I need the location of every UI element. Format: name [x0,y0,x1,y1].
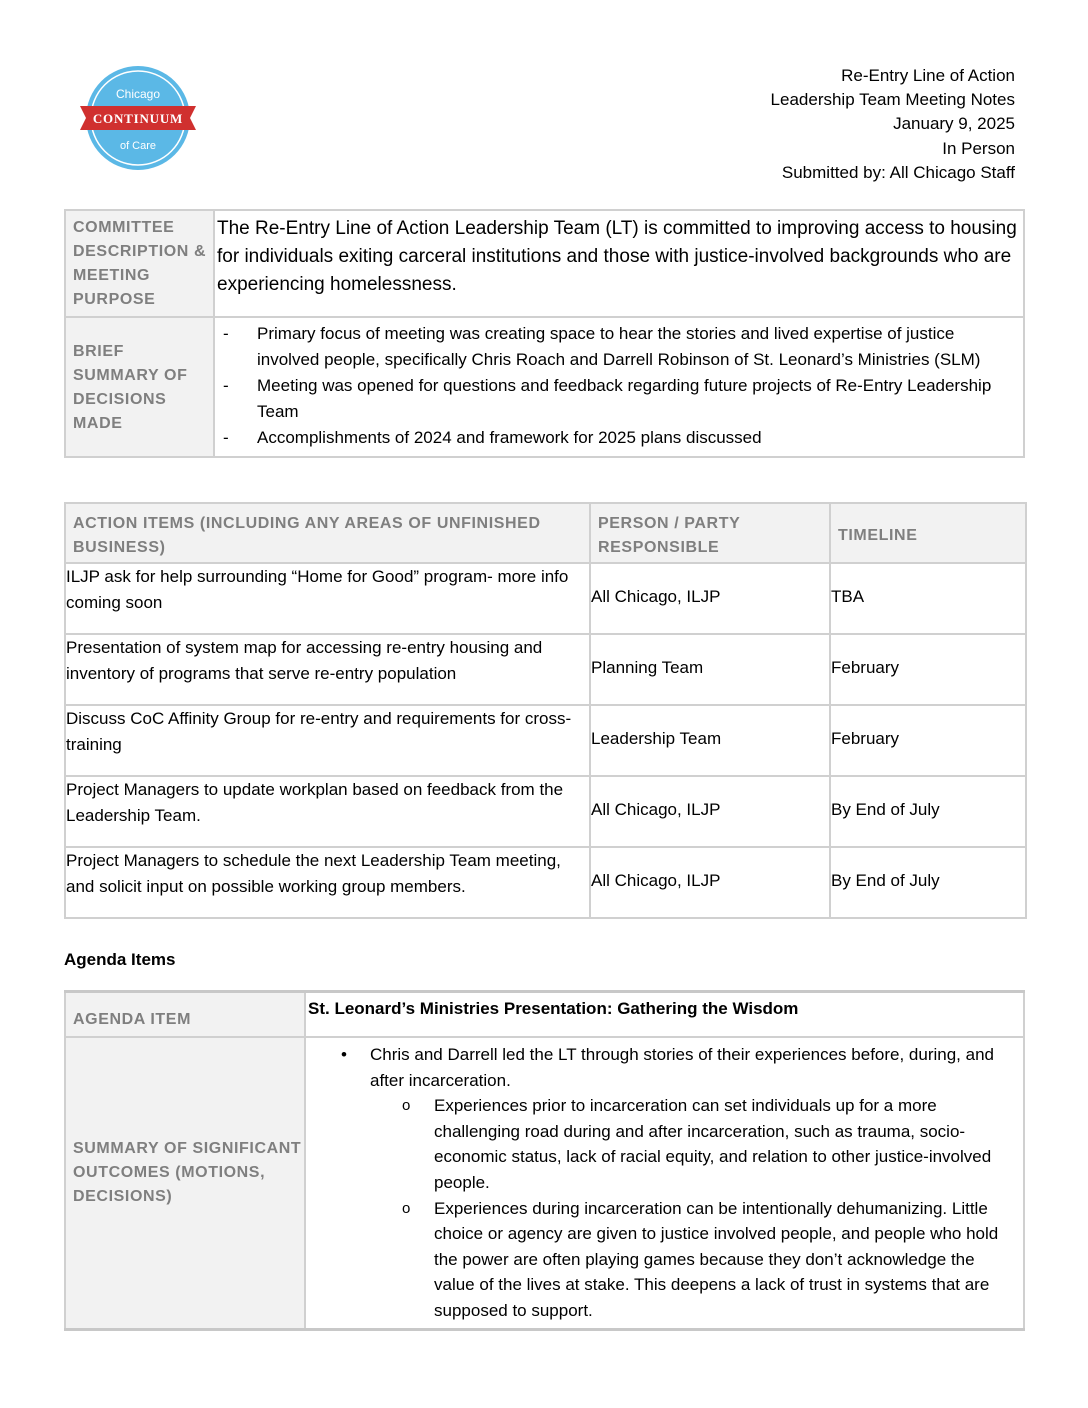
chicago-continuum-of-care-logo [72,62,202,174]
summary-bullet-text: Accomplishments of 2024 and framework for 2025 plans discussed [257,428,762,447]
decisions-summary-row [65,317,1024,457]
timeline-cell: February [830,705,1026,776]
timeline-cell: By End of July [830,776,1026,847]
action-item-cell: Project Managers to schedule the next Leadership Team meeting, and solicit input on possible working group members. [65,847,590,918]
table-row [65,847,1026,918]
circle-bullet-icon: o [402,1097,411,1115]
outcomes-list [306,1042,1019,1324]
summary-bullet-text: Meeting was opened for questions and feedback regarding future projects of Re-Entry Leadership Team [257,376,992,421]
decisions-summary-cell [214,317,1024,457]
agenda-items-heading: Agenda Items [64,950,176,969]
decisions-summary-label: BRIEF SUMMARY OF DECISIONS MADE [65,317,214,457]
responsible-cell: Leadership Team [590,705,830,776]
dash-bullet: - [223,428,229,447]
decisions-summary-list [216,319,1022,455]
header-line-title: Re-Entry Line of Action [841,66,1015,85]
responsible-column-header: PERSON / PARTY RESPONSIBLE [590,503,830,563]
timeline-cell: TBA [830,563,1026,634]
responsible-cell: All Chicago, ILJP [590,776,830,847]
action-items-column-header: ACTION ITEMS (INCLUDING ANY AREAS OF UNFINISHED BUSINESS) [65,503,590,563]
list-item [370,1196,1019,1324]
table-row [65,634,1026,705]
bullet-icon: • [341,1045,347,1064]
action-items-table [64,502,1027,919]
agenda-item-row [65,992,1024,1038]
dash-bullet: - [223,376,229,395]
committee-description-label: COMMITTEE DESCRIPTION & MEETING PURPOSE [65,210,214,317]
outcome-sub-text: Experiences prior to incarceration can set individuals up for a more challenging road during and after incarceration, such as trauma, socio-economic status, lack of racial equity, and relation to other justice-involved people. [434,1096,992,1192]
responsible-cell: All Chicago, ILJP [590,847,830,918]
summary-bullet-text: Primary focus of meeting was creating space to hear the stories and lived expertise of justice involved people, specifically Chris Roach and Darrell Robinson of St. Leonard’s Ministries (SLM) [257,324,981,369]
table-row [65,776,1026,847]
dash-bullet: - [223,324,229,343]
responsible-cell: All Chicago, ILJP [590,563,830,634]
outcome-sub-text: Experiences during incarceration can be intentionally dehumanizing. Little choice or agency are given to justice involved people, and people who hold the power are often playing games because they don’t acknowledge the value of the lives at stake. This deepens a lack of trust in systems that are supposed to support. [434,1198,999,1320]
header-submitted-by: Submitted by: All Chicago Staff [781,162,1015,182]
list-item [223,321,1012,373]
circle-bullet-icon: o [402,1199,411,1217]
outcomes-sublist [370,1093,1019,1323]
logo-top-text: Chicago [115,87,161,101]
timeline-cell: February [830,634,1026,705]
responsible-cell: Planning Team [590,634,830,705]
list-item [223,373,1012,425]
table-row [65,563,1026,634]
agenda-item-title: St. Leonard’s Ministries Presentation: Gathering the Wisdom [305,992,1024,1038]
list-item [370,1093,1019,1195]
outcomes-row [65,1037,1024,1329]
header-meeting-format: In Person [942,138,1015,158]
action-item-cell: ILJP ask for help surrounding “Home for Good” program- more info coming soon [65,563,590,634]
action-item-cell: Presentation of system map for accessing re-entry housing and inventory of programs that serve re-entry population [65,634,590,705]
outcomes-cell [305,1037,1024,1329]
logo-banner-text: CONTINUUM [92,111,184,126]
header-line-subtitle: Leadership Team Meeting Notes [770,90,1015,110]
committee-description-row [65,210,1024,317]
document-header [771,64,1015,185]
outcome-main-text: Chris and Darrell led the LT through stories of their experiences before, during, and after incarceration. [370,1045,994,1090]
outcomes-label: SUMMARY OF SIGNIFICANT OUTCOMES (MOTIONS, DECISIONS) [65,1037,305,1329]
timeline-cell: By End of July [830,847,1026,918]
list-item [306,1042,1019,1324]
agenda-table [64,990,1025,1331]
committee-description-text: The Re-Entry Line of Action Leadership Team (LT) is committed to improving access to housing for individuals exiting carceral institutions and those with justice-involved backgrounds who are experiencing homelessness. [214,210,1024,317]
action-item-cell: Project Managers to update workplan based on feedback from the Leadership Team. [65,776,590,847]
logo-bottom-text: of Care [119,140,157,152]
action-item-cell: Discuss CoC Affinity Group for re-entry and requirements for cross-training [65,705,590,776]
table-header-row [65,503,1026,563]
list-item [223,425,1012,451]
agenda-item-label: AGENDA ITEM [65,992,305,1038]
committee-table [64,209,1025,458]
header-date: January 9, 2025 [893,114,1015,134]
table-row [65,705,1026,776]
timeline-column-header: TIMELINE [830,503,1026,563]
